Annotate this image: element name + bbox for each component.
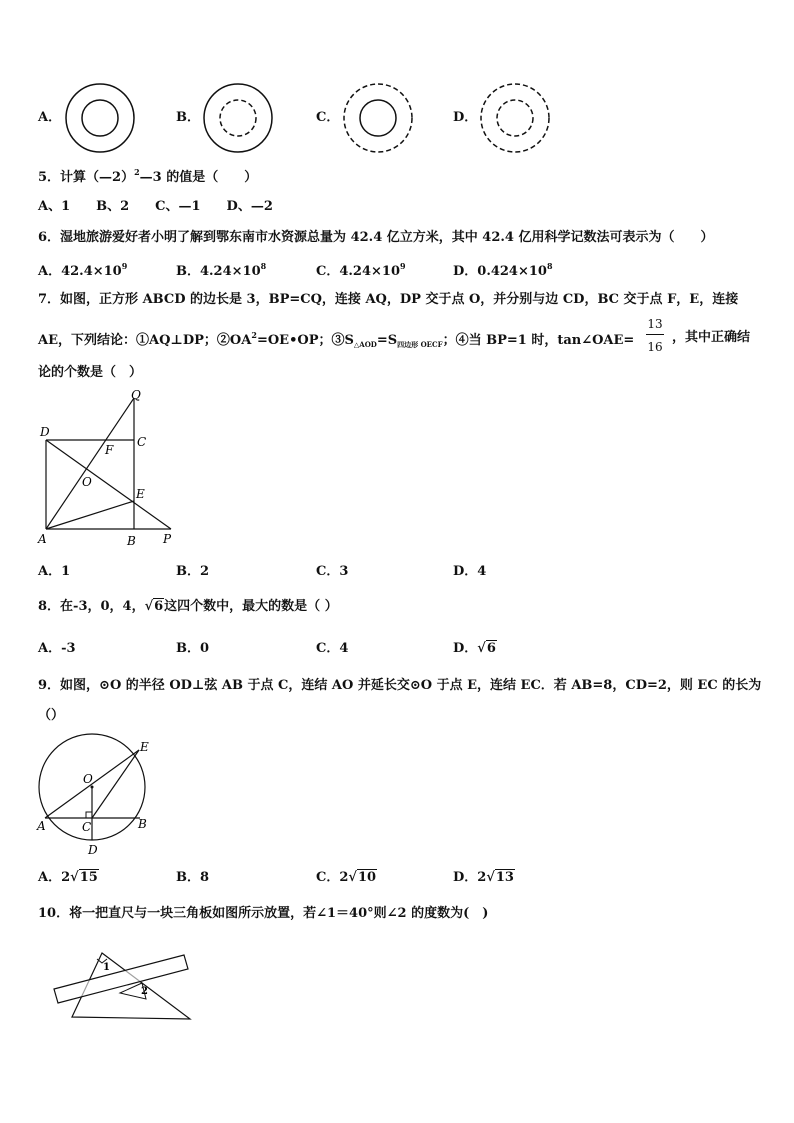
q9-label-b: B	[138, 817, 147, 831]
q7-option-d: D．4	[453, 564, 487, 579]
q7-fraction-bar	[646, 334, 664, 335]
q7-option-b: B．2	[176, 564, 210, 579]
q6-stem: 6．湿地旅游爱好者小明了解到鄂东南市水资源总量为 42.4 亿立方米，其中 42.4 亿用科学记数法可表示为（ ）	[38, 230, 714, 245]
q4-option-a-label: A．	[38, 110, 62, 125]
q7-stem-line2: AE，下列结论：①AQ⊥DP；$②OA^2=OE•OP$；$③S_{\triangle AOD}=S_{四边形 OECF}$；④当 BP=1 时，tan∠OAE=	[38, 330, 635, 349]
q8-stem: 8．在-3，0，4，√6这四个数中，最大的数是（ ）	[38, 599, 338, 614]
q7-option-c: C．3	[316, 564, 349, 579]
q9-label-e: E	[140, 740, 149, 754]
q6-option-c: C．$4.24\times 10^9$	[316, 261, 406, 279]
q9-option-d: D．2√13	[453, 870, 514, 885]
q9-label-a: A	[37, 819, 46, 833]
q7-fraction-numerator: 13	[647, 317, 663, 331]
q4-option-b-label: B．	[176, 110, 200, 125]
q7-label-f: F	[105, 443, 114, 457]
q10-angle-1-label: 1	[103, 962, 110, 973]
q4-option-c-figure	[340, 80, 416, 156]
q7-stem-line2-end: ，其中正确结	[672, 330, 751, 345]
q10-angle-2-label: 2	[141, 986, 148, 997]
q8-sqrt: √6	[144, 599, 164, 614]
q8-option-c: C．4	[316, 641, 349, 656]
q9-option-a: A．2√15	[38, 870, 98, 885]
q6-option-d: D．$0.424\times 10^8$	[453, 261, 553, 279]
q7-label-c: C	[137, 435, 147, 449]
q7-stem-line1: 7．如图，正方形 ABCD 的边长是 3，BP=CQ，连接 AQ，DP 交于点 O，并分别与边 CD，BC 交于点 F，E，连接	[38, 292, 739, 307]
q9-stem-line1: 9．如图，⊙O 的半径 OD⊥弦 AB 于点 C，连结 AO 并延长交⊙O 于点 E，连结 EC．若 AB=8，CD=2，则 EC 的长为	[38, 678, 762, 693]
q9-stem-line2: （）	[38, 708, 65, 723]
q9-option-b: B．8	[176, 870, 210, 885]
q9-label-o: O	[83, 772, 93, 786]
q7-label-d: D	[40, 425, 50, 439]
q10-stem: 10．将一把直尺与一块三角板如图所示放置，若∠1＝40°则∠2 的度数为( )	[38, 906, 489, 921]
q4-option-d-label: D．	[453, 110, 478, 125]
q9-option-c: C．2√10	[316, 870, 377, 885]
q4-option-d-figure	[477, 80, 553, 156]
q6-option-b: B．$4.24\times 10^8$	[176, 261, 267, 279]
q10-ruler-triangle-figure	[50, 945, 200, 1025]
q5-options: A、1 B、2 C、—1 D、—2	[38, 199, 273, 214]
q9-label-c: C	[82, 820, 92, 834]
q7-square-figure	[36, 388, 186, 550]
q7-label-p: P	[163, 532, 172, 546]
q6-option-a: A．$42.4\times 10^9$	[38, 261, 128, 279]
q7-label-o: O	[82, 475, 92, 489]
q7-label-a: A	[38, 532, 47, 546]
q4-option-c-label: C．	[316, 110, 340, 125]
q9-circle-figure	[30, 738, 160, 860]
q7-label-b: B	[127, 534, 136, 548]
q7-stem-line3: 论的个数是（ ）	[38, 365, 143, 380]
q7-label-e: E	[136, 487, 145, 501]
q8-option-b: B．0	[176, 641, 210, 656]
q8-option-a: A．-3	[38, 641, 76, 656]
q8-option-d: D．√6	[453, 641, 496, 656]
q9-label-d: D	[88, 843, 98, 857]
q5-stem: 5．计算（—2）$^2$—3 的值是（ ）	[38, 167, 258, 185]
q4-option-a-figure	[62, 80, 138, 156]
q7-fraction-denominator: 16	[647, 340, 663, 354]
q7-option-a: A．1	[38, 564, 71, 579]
q4-option-b-figure	[200, 80, 276, 156]
q7-label-q: Q	[131, 388, 141, 402]
